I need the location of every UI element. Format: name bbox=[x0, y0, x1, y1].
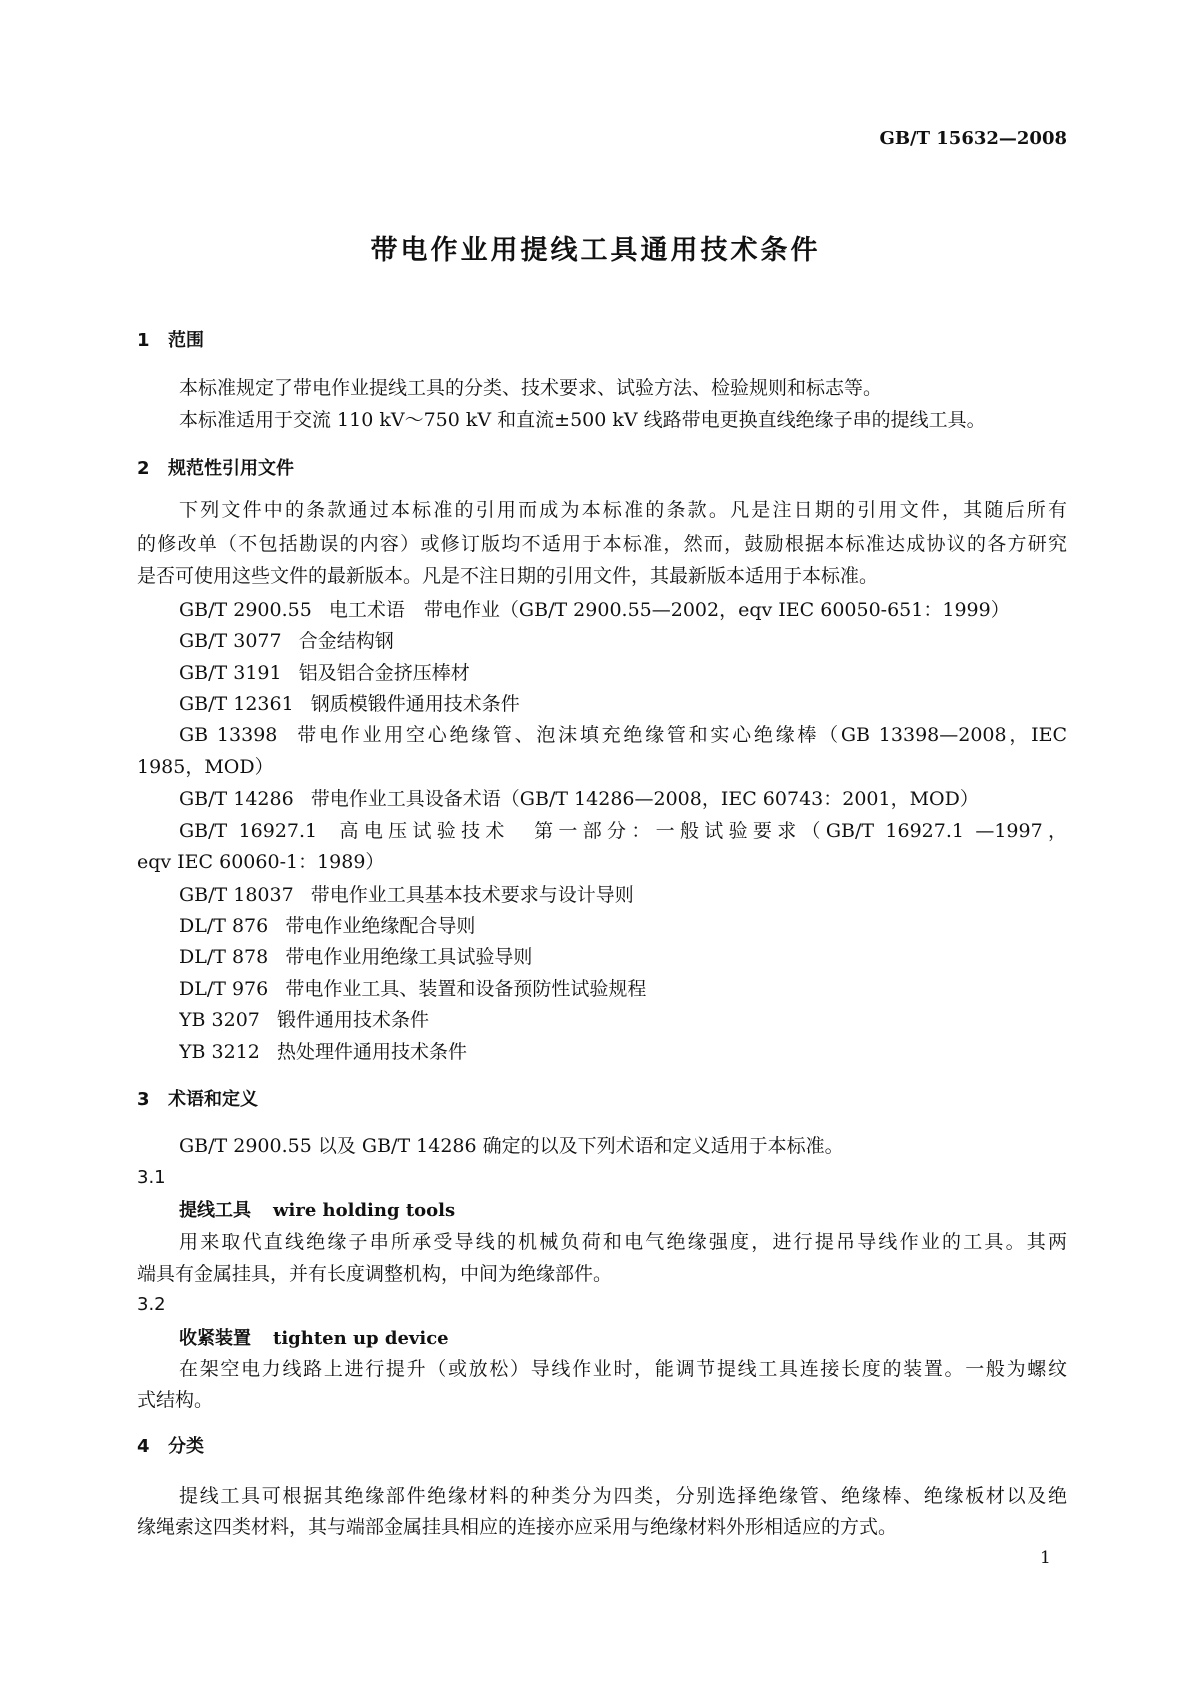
clause-number: 3.1 bbox=[137, 1167, 166, 1188]
clause-number: 3.2 bbox=[137, 1294, 166, 1315]
reference-code: DL/T 876 bbox=[179, 915, 269, 937]
reference-item bbox=[179, 594, 1067, 626]
reference-code: GB 13398 bbox=[179, 724, 278, 746]
term-chinese: 提线工具 bbox=[179, 1200, 251, 1221]
standard-code-header: GB/T 15632—2008 bbox=[879, 128, 1067, 149]
reference-continuation: eqv IEC 60060-1：1989） bbox=[137, 851, 385, 873]
reference-code: DL/T 976 bbox=[179, 978, 269, 1000]
reference-code: GB/T 2900.55 bbox=[179, 599, 312, 621]
definition-line: 用来取代直线绝缘子串所承受导线的机械负荷和电气绝缘强度，进行提吊导线作业的工具。其两 bbox=[179, 1231, 1067, 1253]
section-title: 分类 bbox=[168, 1436, 204, 1457]
reference-code: GB/T 16927.1 bbox=[179, 820, 318, 842]
reference-item bbox=[179, 783, 1067, 815]
paragraph-line: 下列文件中的条款通过本标准的引用而成为本标准的条款。凡是注日期的引用文件，其随后所有 bbox=[179, 499, 1067, 521]
term-english: tighten up device bbox=[273, 1328, 449, 1349]
paragraph-line: GB/T 2900.55 以及 GB/T 14286 确定的以及下列术语和定义适用于本标准。 bbox=[179, 1135, 844, 1157]
section-4-heading bbox=[137, 1431, 1067, 1463]
reference-title: 钢质模锻件通用技术条件 bbox=[310, 693, 520, 715]
reference-code: GB/T 3191 bbox=[179, 662, 282, 684]
section-number: 1 bbox=[137, 330, 150, 351]
section-title: 范围 bbox=[168, 330, 204, 351]
paragraph-line: 的修改单（不包括勘误的内容）或修订版均不适用于本标准，然而，鼓励根据本标准达成协议的各方研究 bbox=[137, 533, 1067, 555]
section-number: 2 bbox=[137, 458, 150, 479]
term-entry bbox=[179, 1322, 1067, 1354]
section-number: 3 bbox=[137, 1089, 150, 1110]
reference-title: 带电作业用绝缘工具试验导则 bbox=[285, 946, 533, 968]
reference-title: 带电作业用空心绝缘管、泡沫填充绝缘管和实心绝缘棒（GB 13398—2008，IEC bbox=[294, 724, 1067, 746]
reference-code: GB/T 12361 bbox=[179, 693, 294, 715]
reference-item bbox=[179, 657, 1067, 689]
reference-code: GB/T 18037 bbox=[179, 884, 294, 906]
reference-item bbox=[179, 815, 1067, 847]
reference-title: 带电作业工具、装置和设备预防性试验规程 bbox=[285, 978, 647, 1000]
section-title: 术语和定义 bbox=[168, 1089, 258, 1110]
paragraph-line: 本标准规定了带电作业提线工具的分类、技术要求、试验方法、检验规则和标志等。 bbox=[179, 377, 883, 399]
term-chinese: 收紧装置 bbox=[179, 1328, 251, 1349]
reference-code: DL/T 878 bbox=[179, 946, 269, 968]
reference-code: YB 3212 bbox=[179, 1041, 260, 1063]
reference-item bbox=[179, 688, 1067, 720]
definition-line: 在架空电力线路上进行提升（或放松）导线作业时，能调节提线工具连接长度的装置。一般为螺纹 bbox=[179, 1358, 1067, 1380]
reference-continuation: 1985，MOD） bbox=[137, 756, 274, 778]
reference-item bbox=[179, 910, 1067, 942]
reference-item bbox=[179, 719, 1067, 751]
page-number: 1 bbox=[1040, 1548, 1051, 1568]
paragraph-line: 是否可使用这些文件的最新版本。凡是不注日期的引用文件，其最新版本适用于本标准。 bbox=[137, 565, 879, 587]
reference-title: 热处理件通用技术条件 bbox=[277, 1041, 468, 1063]
definition-line: 式结构。 bbox=[137, 1389, 214, 1411]
reference-item bbox=[179, 941, 1067, 973]
paragraph-line: 缘绳索这四类材料，其与端部金属挂具相应的连接亦应采用与绝缘材料外形相适应的方式。 bbox=[137, 1516, 898, 1538]
reference-title: 带电作业工具设备术语（GB/T 14286—2008，IEC 60743：2001，MOD） bbox=[310, 788, 979, 810]
definition-line: 端具有金属挂具，并有长度调整机构，中间为绝缘部件。 bbox=[137, 1263, 613, 1285]
reference-title: 高电压试验技术 第一部分：一般试验要求（GB/T 16927.1 —1997， bbox=[334, 820, 1067, 842]
reference-title: 带电作业绝缘配合导则 bbox=[285, 915, 476, 937]
reference-item bbox=[179, 625, 1067, 657]
reference-title: 电工术语 带电作业（GB/T 2900.55—2002，eqv IEC 60050-651：1999） bbox=[328, 599, 1010, 621]
section-title: 规范性引用文件 bbox=[168, 458, 294, 479]
reference-title: 合金结构钢 bbox=[298, 630, 394, 652]
reference-item bbox=[179, 973, 1067, 1005]
term-english: wire holding tools bbox=[273, 1200, 456, 1221]
reference-title: 锻件通用技术条件 bbox=[277, 1009, 430, 1031]
reference-title: 铝及铝合金挤压棒材 bbox=[298, 662, 470, 684]
paragraph-line: 本标准适用于交流 110 kV～750 kV 和直流±500 kV 线路带电更换直线绝缘子串的提线工具。 bbox=[179, 409, 986, 431]
reference-item bbox=[179, 1004, 1067, 1036]
reference-title: 带电作业工具基本技术要求与设计导则 bbox=[310, 884, 634, 906]
reference-code: GB/T 14286 bbox=[179, 788, 294, 810]
term-entry bbox=[179, 1194, 1067, 1226]
document-title: 带电作业用提线工具通用技术条件 bbox=[370, 235, 821, 266]
section-1-heading bbox=[137, 325, 1067, 357]
reference-code: YB 3207 bbox=[179, 1009, 260, 1031]
section-2-heading bbox=[137, 453, 1067, 485]
paragraph-line: 提线工具可根据其绝缘部件绝缘材料的种类分为四类，分别选择绝缘管、绝缘棒、绝缘板材以及绝 bbox=[179, 1485, 1067, 1507]
section-number: 4 bbox=[137, 1436, 150, 1457]
section-3-heading bbox=[137, 1084, 1067, 1116]
reference-code: GB/T 3077 bbox=[179, 630, 282, 652]
reference-item bbox=[179, 879, 1067, 911]
reference-item bbox=[179, 1036, 1067, 1068]
